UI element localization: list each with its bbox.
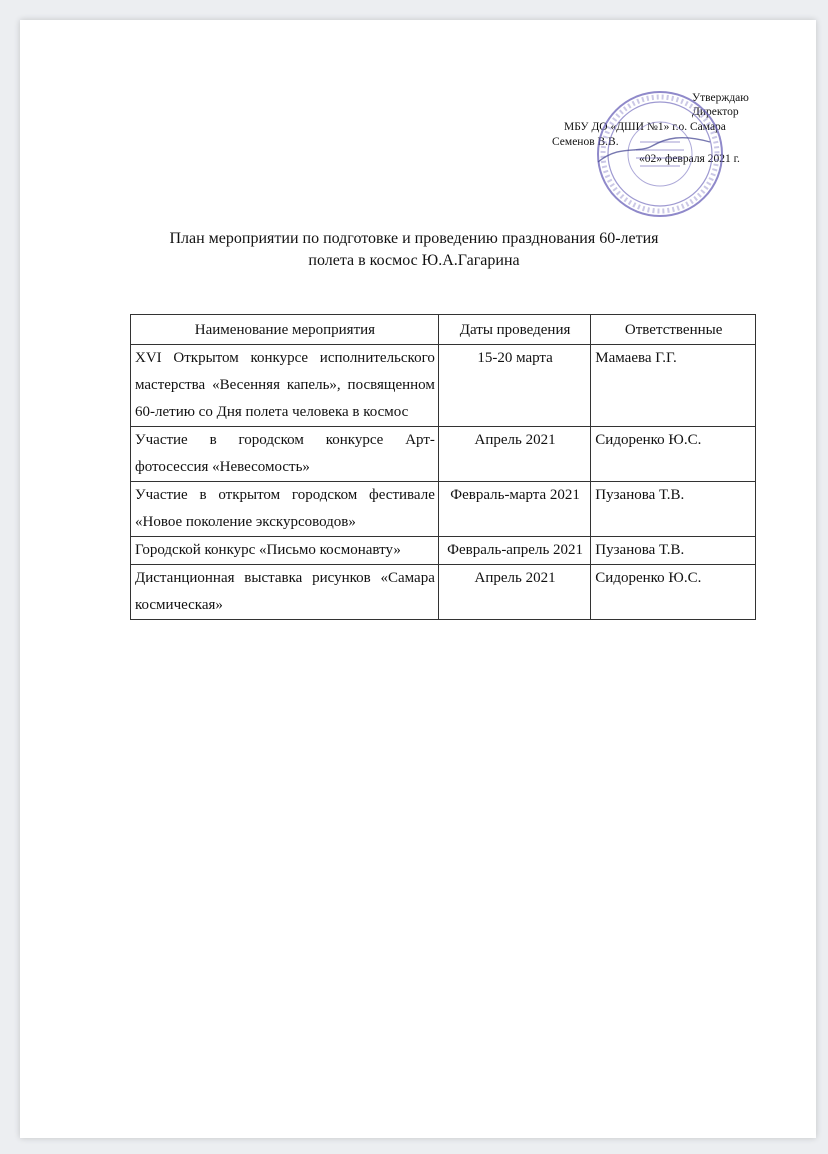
header-dates: Даты проведения (438, 315, 590, 345)
title-line-2: полета в космос Ю.А.Гагарина (308, 252, 520, 269)
event-date: Февраль-апрель 2021 (438, 537, 590, 565)
title-line-1: План мероприятии по подготовке и проведению празднования 60-летия (169, 230, 659, 247)
event-name: Дистанционная выставка рисунков «Самара космическая» (131, 565, 439, 620)
event-date: 15-20 марта (438, 345, 590, 427)
event-responsible: Пузанова Т.В. (591, 537, 756, 565)
event-name: XVI Открытом конкурсе исполнительского мастерства «Весенняя капель», посвященном 60-летию со Дня полета человека в космос (131, 345, 439, 427)
approval-line-organization: МБУ ДО «ДШИ №1» г.о. Самара (564, 121, 726, 133)
header-responsible: Ответственные (591, 315, 756, 345)
event-date: Февраль-марта 2021 (438, 482, 590, 537)
event-date: Апрель 2021 (438, 427, 590, 482)
table-row (131, 565, 756, 620)
event-date: Апрель 2021 (438, 565, 590, 620)
table-row (131, 482, 756, 537)
event-responsible: Сидоренко Ю.С. (591, 565, 756, 620)
event-name: Участие в городском конкурсе Арт-фотосессия «Невесомость» (131, 427, 439, 482)
table-row (131, 427, 756, 482)
table-row (131, 537, 756, 565)
approval-line-date: «02» февраля 2021 г. (639, 153, 740, 165)
event-name: Участие в открытом городском фестивале «Новое поколение экскурсоводов» (131, 482, 439, 537)
table-header-row (131, 315, 756, 345)
approval-line-position: Директор (692, 106, 739, 118)
event-responsible: Сидоренко Ю.С. (591, 427, 756, 482)
event-name: Городской конкурс «Письмо космонавту» (131, 537, 439, 565)
organization-stamp (590, 84, 730, 224)
table-row (131, 345, 756, 427)
approval-line-approve: Утверждаю (692, 92, 749, 104)
document-title (0, 228, 828, 272)
approval-line-name: Семенов В.В. (552, 136, 619, 148)
header-event: Наименование мероприятия (131, 315, 439, 345)
event-responsible: Пузанова Т.В. (591, 482, 756, 537)
events-table (130, 314, 756, 620)
event-responsible: Мамаева Г.Г. (591, 345, 756, 427)
